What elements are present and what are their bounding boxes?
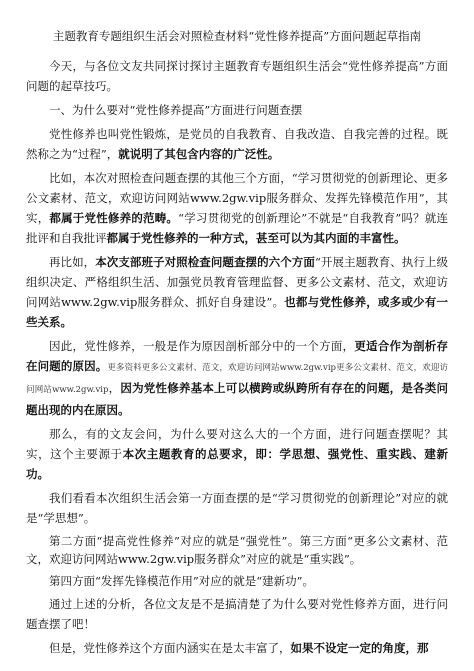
paragraph [26, 488, 448, 528]
small-text: 更多资料更多公文素材、范文，欢迎访问网站www.2gw.vip更多公文素材、范文，欢迎访问网站www.2gw.vip [26, 363, 448, 395]
text-run: 通过上述的分析，各位文友是不是搞清楚了为什么要对党性修养方面，进行问题查摆了吧！ [26, 597, 448, 631]
text-run: “开展主题教育、执行上级组织决定、严格组织生活、加强党员教育管理监督、更多公文素材、范文，欢迎访问网站www.2gw.vip服务群众、抓好自身建设”。 [26, 255, 448, 309]
bold-text: 也都与党性修养，或多或少有一些关系。 [26, 295, 448, 329]
paragraph [26, 532, 448, 568]
paragraph [26, 638, 448, 658]
text-run: 再比如， [49, 255, 96, 269]
text-run: 第二方面“提高党性修养”对应的就是“强党性”。第三方面“更多公文素材、范文，欢迎访问网站www.2gw.vip服务群众”对应的就是“重实践”。 [26, 534, 448, 566]
bold-text: 更适合作为剖析存在问题的原因。 [26, 339, 449, 373]
paragraph [26, 124, 448, 164]
text-run: 我们看看本次组织生活会第一方面查摆的是“学习贯彻党的创新理论”对应的就是“学思想”。 [26, 491, 448, 525]
text-run: ， [108, 381, 121, 395]
bold-text: 本次支部班子对照检查问题查摆的六个方面 [95, 255, 315, 269]
paragraph [26, 252, 448, 332]
bold-text: 因为党性修养基本上可以横跨或纵跨所有存在的问题，是各类问题出现的内在原因。 [26, 381, 448, 417]
document-body [26, 56, 448, 658]
paragraph [26, 572, 448, 590]
document-title: 主题教育专题组织生活会对照检查材料“党性修养提高”方面问题起草指南 [52, 29, 422, 43]
text-run: 但是，党性修养这个方面内涵实在是太丰富了， [49, 641, 291, 655]
paragraph [26, 100, 448, 120]
bold-text: 都属于党性修养的范畴。 [49, 211, 179, 225]
paragraph [26, 336, 448, 420]
text-run: 第四方面“发挥先锋模范作用”对应的就是“建新功”。 [49, 574, 315, 588]
paragraph [26, 56, 448, 96]
text-run: “学习贯彻党的创新理论”不就是“自我教育”吗？就连批评和自我批评 [26, 211, 449, 245]
bold-text: 如果不设定一定的角度，那 [290, 641, 429, 655]
text-run: 党性修养也叫党性锻炼，是党员的自我教育、自我改造、自我完善的过程。既然称之为“过程”， [26, 127, 448, 161]
bold-text: 本次主题教育的总要求，即：学思想、强党性、重实践、建新功。 [26, 447, 449, 481]
bold-text: 就说明了其包含内容的广泛性。 [118, 147, 280, 161]
bold-text: 都属于党性修养的一种方式，甚至可以为其内面的丰富性。 [106, 231, 406, 245]
text-run: 因此，党性修养，一般是作为原因剖析部分中的一个方面， [49, 339, 355, 353]
text-run: 一、为什么要对“党性修养提高”方面进行问题查摆 [49, 103, 303, 117]
paragraph [26, 168, 448, 248]
text-run: 比如，本次对照检查问题查摆的其他三个方面，“学习贯彻党的创新理论、更多公文素材、范文，欢迎访问网站www.2gw.vip服务群众、发挥先锋模范作用”，其实， [26, 171, 448, 225]
paragraph [26, 594, 448, 634]
paragraph [26, 424, 448, 484]
text-run: 今天，与各位文友共同探讨探讨主题教育专题组织生活会“党性修养提高”方面问题的起草技巧。 [26, 59, 448, 93]
text-run: 那么，有的文友会问，为什么要对这么大的一个方面，进行问题查摆呢？其实，这个主要源于 [26, 427, 448, 461]
